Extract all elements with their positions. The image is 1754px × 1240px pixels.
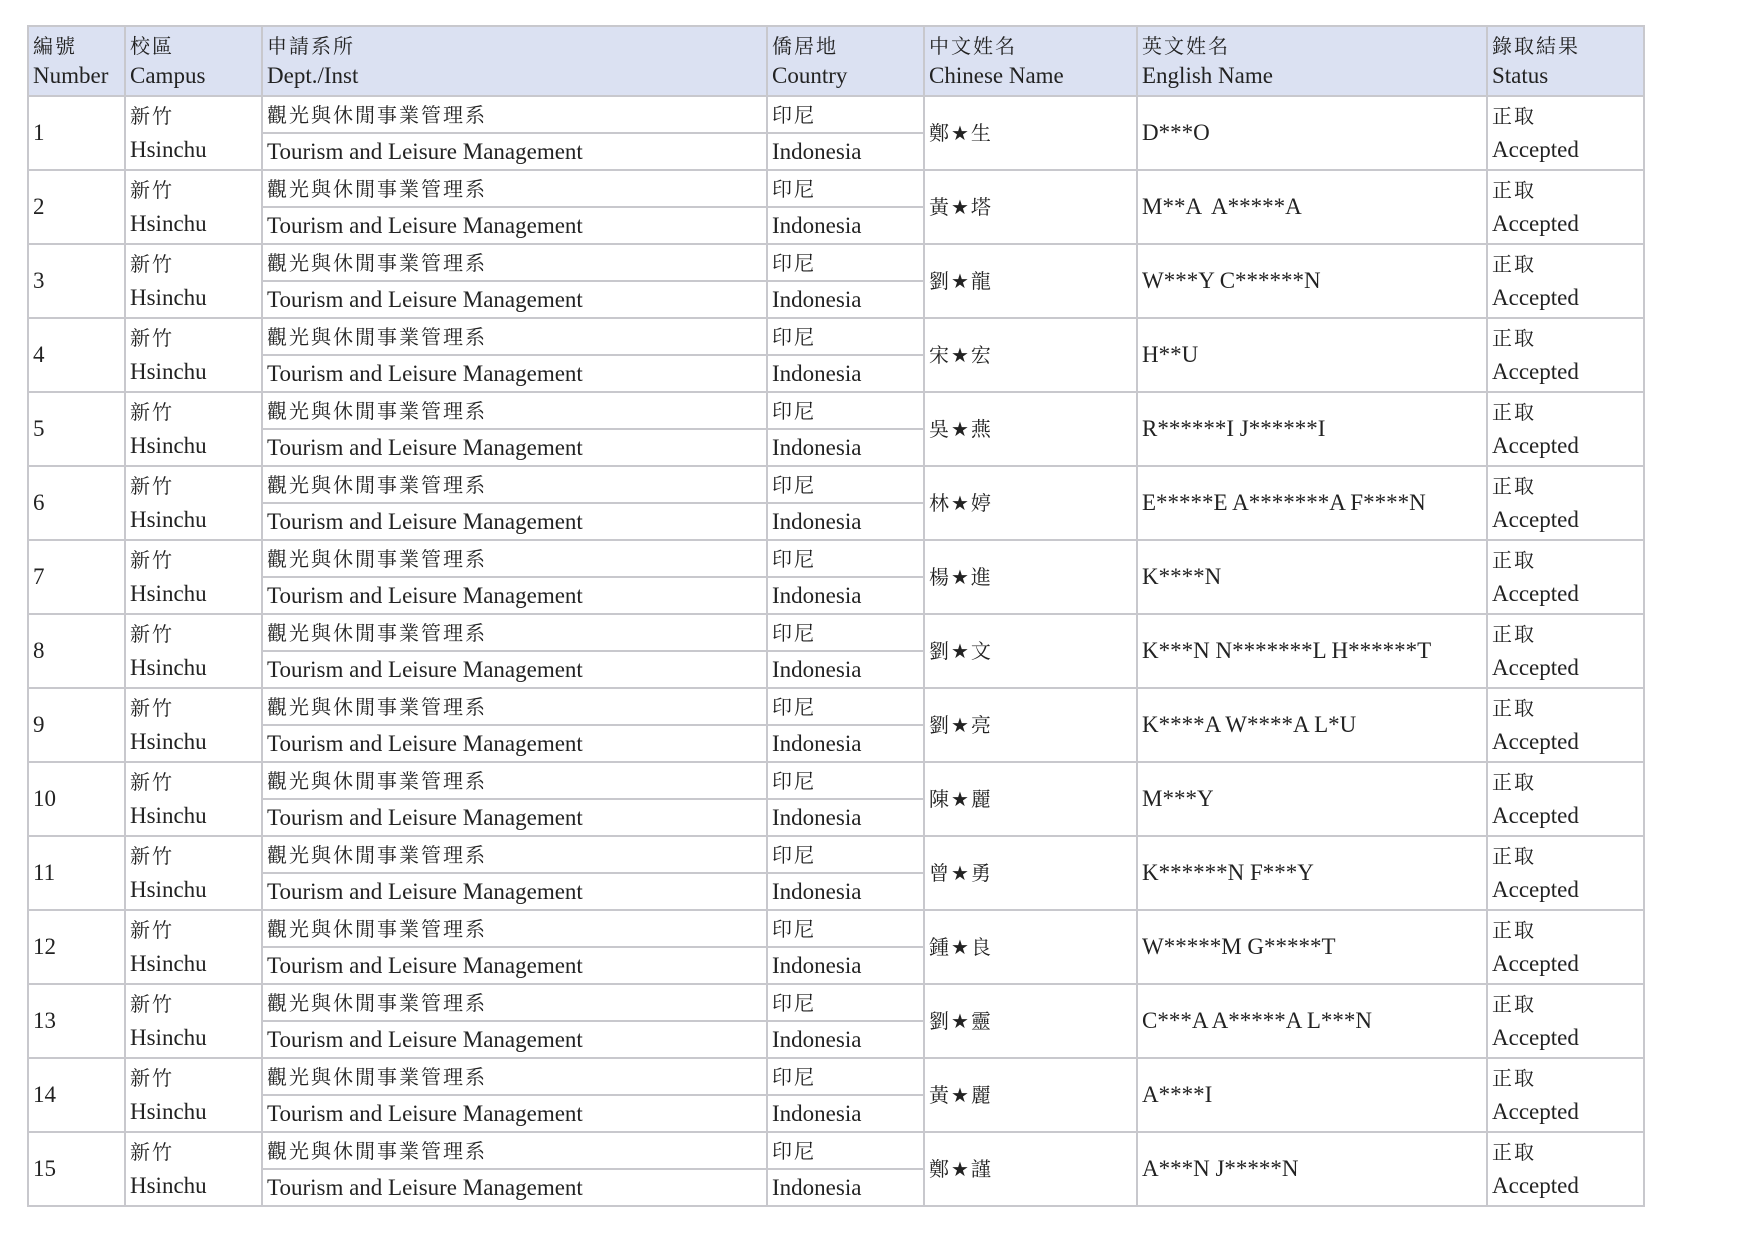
row-english-name: W***Y C******N [1137,244,1487,318]
row-number: 12 [28,910,125,984]
row-number: 14 [28,1058,125,1132]
row-campus-en: Hsinchu [130,803,207,828]
admission-results-table [27,25,1645,1207]
row-english-name: A***N J*****N [1137,1132,1487,1206]
header-dept [262,26,767,96]
row-english-name: K***N N*******L H******T [1137,614,1487,688]
table-row [28,392,1644,429]
row-dept-en: Tourism and Leisure Management [262,725,767,762]
row-campus-en: Hsinchu [130,1173,207,1198]
row-status-en: Accepted [1492,359,1579,384]
row-campus-zh: 新竹 [130,178,174,202]
row-campus [125,614,262,688]
row-country-zh: 印尼 [767,984,924,1021]
row-country-en: Indonesia [767,207,924,244]
row-dept-zh: 觀光與休閒事業管理系 [262,1132,767,1169]
row-campus-zh: 新竹 [130,326,174,350]
row-status-en: Accepted [1492,729,1579,754]
row-status-zh: 正取 [1492,696,1536,720]
row-country-en: Indonesia [767,1095,924,1132]
row-dept-zh: 觀光與休閒事業管理系 [262,688,767,725]
row-campus-zh: 新竹 [130,696,174,720]
row-campus-en: Hsinchu [130,1025,207,1050]
row-status [1487,688,1644,762]
row-chinese-name: 楊★進 [924,540,1137,614]
header-dept-en: Dept./Inst [267,63,359,88]
row-status-en: Accepted [1492,285,1579,310]
row-country-zh: 印尼 [767,318,924,355]
header-english-name [1137,26,1487,96]
row-country-en: Indonesia [767,577,924,614]
row-campus [125,984,262,1058]
row-status-zh: 正取 [1492,400,1536,424]
row-dept-en: Tourism and Leisure Management [262,355,767,392]
table-row [28,466,1644,503]
row-country-zh: 印尼 [767,614,924,651]
row-dept-zh: 觀光與休閒事業管理系 [262,614,767,651]
row-status [1487,614,1644,688]
row-campus [125,170,262,244]
table-row [28,540,1644,577]
row-chinese-name: 黃★塔 [924,170,1137,244]
row-status-en: Accepted [1492,1173,1579,1198]
header-chinese-name [924,26,1137,96]
row-country-en: Indonesia [767,429,924,466]
header-chinese-name-zh: 中文姓名 [929,34,1017,58]
row-status-en: Accepted [1492,211,1579,236]
row-status [1487,170,1644,244]
row-english-name: K******N F***Y [1137,836,1487,910]
row-status-zh: 正取 [1492,622,1536,646]
row-dept-zh: 觀光與休閒事業管理系 [262,540,767,577]
header-country-zh: 僑居地 [772,34,838,58]
row-campus-zh: 新竹 [130,992,174,1016]
row-number: 11 [28,836,125,910]
row-english-name: A****I [1137,1058,1487,1132]
row-dept-en: Tourism and Leisure Management [262,133,767,170]
row-dept-zh: 觀光與休閒事業管理系 [262,910,767,947]
row-dept-zh: 觀光與休閒事業管理系 [262,244,767,281]
row-number: 6 [28,466,125,540]
row-status [1487,984,1644,1058]
row-campus [125,1132,262,1206]
row-dept-en: Tourism and Leisure Management [262,873,767,910]
row-chinese-name: 劉★文 [924,614,1137,688]
row-status-en: Accepted [1492,433,1579,458]
row-campus [125,910,262,984]
row-chinese-name: 吳★燕 [924,392,1137,466]
row-status-zh: 正取 [1492,992,1536,1016]
row-dept-en: Tourism and Leisure Management [262,1169,767,1206]
row-status-zh: 正取 [1492,548,1536,572]
row-country-en: Indonesia [767,281,924,318]
row-number: 13 [28,984,125,1058]
row-country-zh: 印尼 [767,688,924,725]
row-status-en: Accepted [1492,655,1579,680]
table-row [28,762,1644,799]
row-english-name: K****N [1137,540,1487,614]
row-country-en: Indonesia [767,355,924,392]
row-country-en: Indonesia [767,651,924,688]
row-country-en: Indonesia [767,799,924,836]
row-campus-en: Hsinchu [130,877,207,902]
row-status [1487,540,1644,614]
header-status-zh: 錄取結果 [1492,34,1580,58]
row-status-zh: 正取 [1492,104,1536,128]
row-country-zh: 印尼 [767,762,924,799]
row-dept-en: Tourism and Leisure Management [262,429,767,466]
row-chinese-name: 鄭★謹 [924,1132,1137,1206]
header-chinese-name-en: Chinese Name [929,63,1064,88]
row-chinese-name: 宋★宏 [924,318,1137,392]
row-status-zh: 正取 [1492,918,1536,942]
header-status-en: Status [1492,63,1549,88]
header-number [28,26,125,96]
row-status-en: Accepted [1492,581,1579,606]
row-english-name: C***A A*****A L***N [1137,984,1487,1058]
row-status [1487,1132,1644,1206]
row-country-en: Indonesia [767,1021,924,1058]
header-dept-zh: 申請系所 [267,34,355,58]
row-status-zh: 正取 [1492,844,1536,868]
row-campus [125,1058,262,1132]
row-status-zh: 正取 [1492,252,1536,276]
row-status [1487,96,1644,170]
row-campus-zh: 新竹 [130,104,174,128]
row-country-zh: 印尼 [767,836,924,873]
row-english-name: W*****M G*****T [1137,910,1487,984]
row-campus [125,688,262,762]
row-chinese-name: 黃★麗 [924,1058,1137,1132]
row-english-name: M***Y [1137,762,1487,836]
row-number: 8 [28,614,125,688]
table-row [28,614,1644,651]
header-campus [125,26,262,96]
row-dept-en: Tourism and Leisure Management [262,281,767,318]
row-status [1487,244,1644,318]
row-campus-en: Hsinchu [130,1099,207,1124]
row-dept-zh: 觀光與休閒事業管理系 [262,318,767,355]
table-header [28,26,1644,96]
row-campus-en: Hsinchu [130,433,207,458]
row-campus-zh: 新竹 [130,474,174,498]
row-country-zh: 印尼 [767,1058,924,1095]
row-dept-zh: 觀光與休閒事業管理系 [262,96,767,133]
row-country-zh: 印尼 [767,466,924,503]
row-number: 2 [28,170,125,244]
row-dept-zh: 觀光與休閒事業管理系 [262,984,767,1021]
row-country-en: Indonesia [767,1169,924,1206]
table-row [28,1058,1644,1095]
row-english-name: R******I J******I [1137,392,1487,466]
row-country-zh: 印尼 [767,540,924,577]
row-country-en: Indonesia [767,725,924,762]
row-number: 7 [28,540,125,614]
row-campus-zh: 新竹 [130,622,174,646]
row-country-zh: 印尼 [767,244,924,281]
row-campus-en: Hsinchu [130,359,207,384]
header-number-zh: 編號 [33,34,77,58]
row-chinese-name: 林★婷 [924,466,1137,540]
row-dept-zh: 觀光與休閒事業管理系 [262,466,767,503]
row-english-name: M**A A*****A [1137,170,1487,244]
row-dept-en: Tourism and Leisure Management [262,799,767,836]
row-status [1487,466,1644,540]
table-row [28,910,1644,947]
row-campus-zh: 新竹 [130,1066,174,1090]
row-chinese-name: 劉★亮 [924,688,1137,762]
header-row [28,26,1644,96]
row-number: 3 [28,244,125,318]
row-english-name: D***O [1137,96,1487,170]
header-status [1487,26,1644,96]
header-country-en: Country [772,63,848,88]
row-campus-zh: 新竹 [130,844,174,868]
row-chinese-name: 陳★麗 [924,762,1137,836]
row-country-zh: 印尼 [767,96,924,133]
row-chinese-name: 鍾★良 [924,910,1137,984]
row-country-en: Indonesia [767,503,924,540]
table-body [28,96,1644,1206]
table-row [28,1132,1644,1169]
row-campus [125,836,262,910]
row-status [1487,910,1644,984]
row-dept-en: Tourism and Leisure Management [262,577,767,614]
row-campus [125,392,262,466]
row-status [1487,762,1644,836]
row-status-en: Accepted [1492,877,1579,902]
header-country [767,26,924,96]
row-status [1487,1058,1644,1132]
row-campus-zh: 新竹 [130,400,174,424]
header-campus-en: Campus [130,63,206,88]
row-country-en: Indonesia [767,947,924,984]
row-status [1487,836,1644,910]
row-country-en: Indonesia [767,133,924,170]
row-status-en: Accepted [1492,137,1579,162]
row-status-zh: 正取 [1492,1140,1536,1164]
row-country-zh: 印尼 [767,1132,924,1169]
row-dept-en: Tourism and Leisure Management [262,651,767,688]
row-campus-en: Hsinchu [130,285,207,310]
row-number: 5 [28,392,125,466]
row-status-zh: 正取 [1492,474,1536,498]
row-country-zh: 印尼 [767,170,924,207]
row-chinese-name: 劉★龍 [924,244,1137,318]
row-status-en: Accepted [1492,803,1579,828]
row-campus-en: Hsinchu [130,137,207,162]
row-number: 10 [28,762,125,836]
table-row [28,984,1644,1021]
row-dept-en: Tourism and Leisure Management [262,947,767,984]
row-campus [125,762,262,836]
row-status-en: Accepted [1492,1099,1579,1124]
row-status-en: Accepted [1492,507,1579,532]
row-english-name: E*****E A*******A F****N [1137,466,1487,540]
row-english-name: K****A W****A L*U [1137,688,1487,762]
row-dept-en: Tourism and Leisure Management [262,1095,767,1132]
row-campus [125,466,262,540]
row-campus-zh: 新竹 [130,770,174,794]
row-campus-en: Hsinchu [130,729,207,754]
row-dept-zh: 觀光與休閒事業管理系 [262,1058,767,1095]
row-campus [125,540,262,614]
row-campus-zh: 新竹 [130,548,174,572]
row-status-zh: 正取 [1492,1066,1536,1090]
row-dept-en: Tourism and Leisure Management [262,1021,767,1058]
row-campus [125,96,262,170]
row-status-zh: 正取 [1492,178,1536,202]
table-row [28,688,1644,725]
row-number: 4 [28,318,125,392]
header-number-en: Number [33,63,109,88]
row-dept-zh: 觀光與休閒事業管理系 [262,836,767,873]
row-campus-en: Hsinchu [130,655,207,680]
row-chinese-name: 鄭★生 [924,96,1137,170]
row-country-en: Indonesia [767,873,924,910]
row-dept-zh: 觀光與休閒事業管理系 [262,392,767,429]
header-campus-zh: 校區 [130,34,174,58]
row-campus [125,318,262,392]
row-status-en: Accepted [1492,951,1579,976]
row-campus-zh: 新竹 [130,1140,174,1164]
row-campus-zh: 新竹 [130,918,174,942]
row-number: 1 [28,96,125,170]
row-dept-zh: 觀光與休閒事業管理系 [262,170,767,207]
row-campus-en: Hsinchu [130,507,207,532]
row-number: 15 [28,1132,125,1206]
row-country-zh: 印尼 [767,392,924,429]
row-country-zh: 印尼 [767,910,924,947]
table-row [28,96,1644,133]
row-status [1487,392,1644,466]
row-campus-en: Hsinchu [130,951,207,976]
row-campus [125,244,262,318]
row-english-name: H**U [1137,318,1487,392]
row-dept-en: Tourism and Leisure Management [262,503,767,540]
row-dept-zh: 觀光與休閒事業管理系 [262,762,767,799]
header-english-name-zh: 英文姓名 [1142,34,1230,58]
row-chinese-name: 劉★靈 [924,984,1137,1058]
row-status-zh: 正取 [1492,770,1536,794]
table-row [28,836,1644,873]
table-row [28,170,1644,207]
row-status-en: Accepted [1492,1025,1579,1050]
row-dept-en: Tourism and Leisure Management [262,207,767,244]
row-status [1487,318,1644,392]
table-row [28,318,1644,355]
row-campus-en: Hsinchu [130,211,207,236]
admission-results-sheet [27,25,1643,1207]
row-status-zh: 正取 [1492,326,1536,350]
row-campus-en: Hsinchu [130,581,207,606]
table-row [28,244,1644,281]
header-english-name-en: English Name [1142,63,1273,88]
row-number: 9 [28,688,125,762]
row-chinese-name: 曾★勇 [924,836,1137,910]
row-campus-zh: 新竹 [130,252,174,276]
